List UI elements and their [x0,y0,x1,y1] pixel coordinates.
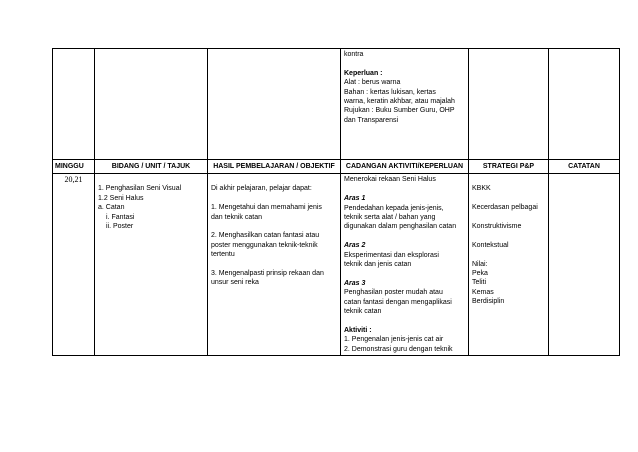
rujukan-text: Rujukan : Buku Sumber Guru, OHP [344,107,455,115]
cell-bidang [95,174,208,356]
blank-line [344,185,465,194]
nilai-item: Berdisiplin [472,298,505,306]
bidang-line: ii. Poster [106,223,134,231]
hasil-item-line: unsur seni reka [211,279,259,287]
blank-line [211,194,337,203]
blank-line [344,59,465,68]
hasil-item-line: 3. Mengenalpasti prinsip rekaan dan [211,270,324,278]
cell-catatan [549,174,620,356]
nilai-title: Nilai: [472,260,488,268]
rujukan-text-cont: dan Transparensi [344,116,399,124]
alat-text: Alat : berus warna [344,79,401,87]
hasil-item-line: dan teknik catan [211,213,262,221]
aras2-line: teknik dan jenis catan [344,261,412,269]
lesson-plan-table [52,48,620,356]
cell-cadangan [341,174,469,356]
blank-line [472,231,545,240]
blank-line [344,316,465,325]
keperluan-heading: Keperluan : [344,69,383,77]
hasil-item-line: 2. Menghasilkan catan fantasi atau [211,232,320,240]
cell-minggu [53,174,95,356]
bahan-text-cont: warna, keratin akhbar, atau majalah [344,98,455,106]
cell-catatan-top [549,49,620,160]
blank-line [472,194,545,203]
cell-bidang-top [95,49,208,160]
spacer [472,175,545,184]
hasil-item-line: poster menggunakan teknik-teknik [211,241,318,249]
bidang-line: a. Catan [98,204,125,212]
header-catatan: CATATAN [549,160,620,174]
aras1-title: Aras 1 [344,195,366,203]
aras2-title: Aras 2 [344,242,366,250]
strategi-item: Konstruktivisme [472,223,522,230]
header-row [53,160,620,174]
aras2-line: Eksperimentasi dan eksplorasi [344,251,439,259]
nilai-item: Peka [472,270,488,277]
aktiviti-title: Aktiviti : [344,326,372,334]
aras3-line: Penghasilan poster mudah atau [344,289,443,297]
minggu-value: 20,21 [64,175,83,185]
blank-line [211,222,337,231]
cell-strategi-top [469,49,549,160]
hasil-item-line: 1. Mengetahui dan memahami jenis [211,204,322,212]
cadangan-intro: Menerokai rekaan Seni Halus [344,176,436,184]
bidang-line: i. Fantasi [106,213,135,221]
header-bidang: BIDANG / UNIT / TAJUK [95,160,208,174]
hasil-intro: Di akhir pelajaran, pelajar dapat: [211,185,312,193]
aktiviti-line: 2. Demonstrasi guru dengan teknik [344,345,453,353]
aras1-line: Pendedahan kepada jenis-jenis, [344,204,444,212]
blank-line [344,232,465,241]
bidang-line: 1.2 Seni Halus [98,194,144,202]
cell-strategi [469,174,549,356]
aras1-line: teknik serta alat / bahan yang [344,214,436,222]
aras3-title: Aras 3 [344,279,366,287]
table-row-top [53,49,620,160]
cell-hasil-top [208,49,341,160]
aras3-line: teknik catan [344,308,382,316]
cell-hasil [208,174,341,356]
cell-cadangan-top [341,49,469,160]
cell-minggu-top [53,49,95,160]
aras1-line: digunakan dalam penghasilan catan [344,223,457,231]
hasil-item-line: tertentu [211,251,235,259]
header-strategi: STRATEGI P&P [469,160,549,174]
aras3-line: catan fantasi dengan mengaplikasi [344,298,452,306]
nilai-item: Kemas [472,288,494,296]
bahan-text: Bahan : kertas lukisan, kertas [344,88,436,96]
spacer [211,175,337,184]
strategi-item: Kecerdasan pelbagai [472,204,538,212]
nilai-item: Teliti [472,279,487,287]
header-minggu: MINGGU [53,160,95,174]
strategi-item: KBKK [472,185,491,193]
blank-line [472,250,545,259]
blank-line [472,213,545,222]
header-hasil: HASIL PEMBELAJARAN / OBJEKTIF [208,160,341,174]
aktiviti-line: 1. Pengenalan jenis-jenis cat air [344,336,444,344]
blank-line [344,269,465,278]
header-cadangan: CADANGAN AKTIVITI/KEPERLUAN [341,160,469,174]
strategi-item: Kontekstual [472,241,509,249]
table-row-main [53,174,620,356]
spacer [98,175,204,184]
blank-line [211,260,337,269]
bidang-line: 1. Penghasilan Seni Visual [98,185,182,193]
activity-line: kontra [344,51,364,58]
